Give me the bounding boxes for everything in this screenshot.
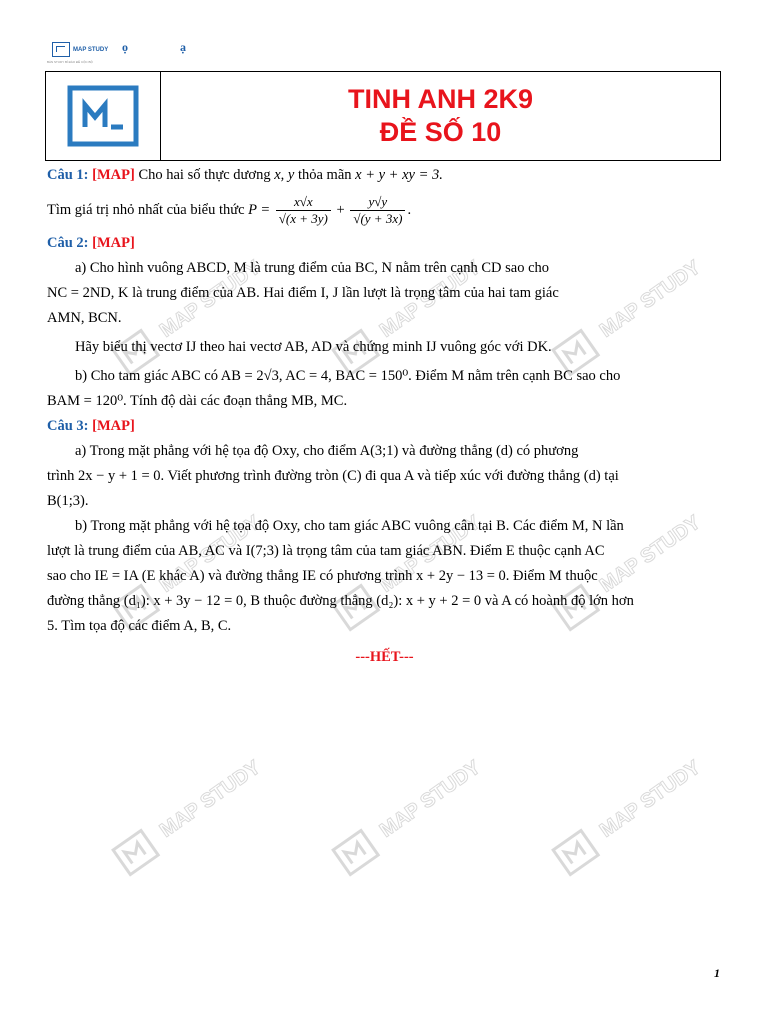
watermark-text: MAP STUDY [595,511,705,597]
q2-a-line2: NC = 2ND, K là trung điểm của AB. Hai điểm I, J lần lượt là trọng tâm của hai tam giác [47,285,559,301]
q3-b-line3: sao cho IE = IA (E khác A) và đường thẳng IE có phương trình x + 2y − 13 = 0. Điểm M thuộc [47,568,598,584]
exam-title: TINH ANH 2K9 [347,84,534,114]
fraction-denominator: √(x + 3y) [278,211,328,226]
brand-text: MAP STUDY [73,46,109,53]
q2-a-line3: AMN, BCN. [47,310,122,326]
title-cell [161,72,720,160]
header-mark-a: ạ [180,40,186,54]
q1-find [47,194,722,227]
end-marker: ---HẾT--- [355,649,414,665]
map-tag: [MAP] [92,235,135,251]
question-label: Câu 1 [47,167,84,183]
q1-find-text: Tìm giá trị nhỏ nhất của biểu thức [47,201,245,218]
brand-logo [52,42,108,57]
watermark-text: MAP STUDY [155,756,265,842]
fraction-denominator: √(y + 3x) [353,211,403,226]
question-2 [47,231,722,256]
exam-number: ĐỀ SỐ 10 [379,117,502,147]
watermark-text: MAP STUDY [155,511,265,597]
exam-content [47,163,722,670]
plus-sign: + [336,201,345,218]
question-label: Câu 2: [47,235,89,251]
watermark-icon [100,756,265,880]
q1-statement-a: Cho hai số thực dương [138,167,271,183]
q2-b-line1: b) Cho tam giác ABC có AB = 2√3, AC = 4, BAC = 150⁰. Điểm M nằm trên cạnh BC sao cho [75,368,621,384]
q2-b-line2: BAM = 120⁰. Tính độ dài các đoạn thẳng MB, MC. [47,393,348,409]
q1-vars: x, y [274,167,295,183]
q1-p-eq: P = [248,201,271,218]
map-study-m-icon [67,85,139,147]
question-label: Câu 3: [47,418,89,434]
q1-fraction-2 [350,194,405,227]
watermark-icon [320,756,485,880]
q3-a-line3: B(1;3). [47,493,89,509]
question-3 [47,414,722,439]
title-box [45,71,721,161]
map-tag: [MAP] [92,418,135,434]
fraction-numerator: x√x [276,194,331,211]
period: . [407,201,412,218]
q3-a-line2: trình 2x − y + 1 = 0. Viết phương trình đường tròn (C) đi qua A và tiếp xúc với đường thẳng (d) tại [47,468,619,484]
watermark-text: MAP STUDY [375,256,485,342]
watermark-text: MAP STUDY [375,511,485,597]
map-study-logo-icon [52,42,70,57]
page-number: 1 [714,966,720,980]
q2-a-line1: a) Cho hình vuông ABCD, M là trung điểm của BC, N nằm trên cạnh CD sao cho [75,260,550,276]
watermark-text: MAP STUDY [595,756,705,842]
q2-a-line4: Hãy biểu thị vectơ IJ theo hai vectơ AB, AD và chứng minh IJ vuông góc với DK. [75,339,552,355]
watermark-icon [540,756,705,880]
question-label-colon: : [83,167,89,183]
q1-statement-b: thỏa mãn [297,167,352,183]
q3-b-line5: 5. Tìm tọa độ các điểm A, B, C. [47,618,232,634]
map-tag: [MAP] [92,167,135,183]
watermark-text: MAP STUDY [155,256,265,342]
fraction-numerator: y√y [350,194,405,211]
q3-b-line4: đường thẳng (d₁): x + 3y − 12 = 0, B thuộc đường thẳng (d₂): x + y + 2 = 0 và A có hoành độ lớn hơn [47,593,634,609]
q3-a-line1: a) Trong mặt phẳng với hệ tọa độ Oxy, cho điểm A(3;1) và đường thẳng (d) có phương [75,443,579,459]
q3-b-line2: lượt là trung điểm của AB, AC và I(7;3) là trọng tâm của tam giác ABN. Điểm E thuộc cạnh AC [47,543,605,559]
watermark-text: MAP STUDY [375,756,485,842]
logo-cell [46,72,161,160]
question-1 [47,163,722,188]
q1-condition: x + y + xy = 3. [355,167,443,183]
brand-subtitle: BẢN STUDY BÍ ĐẢO ĐỀ CỘC BỘ [47,60,93,64]
watermark-text: MAP STUDY [595,256,705,342]
q1-fraction-1 [276,194,331,227]
q3-b-line1: b) Trong mặt phẳng với hệ tọa độ Oxy, cho tam giác ABC vuông cân tại B. Các điểm M, N lần [75,518,624,534]
header-mark-o: ọ [122,40,128,54]
